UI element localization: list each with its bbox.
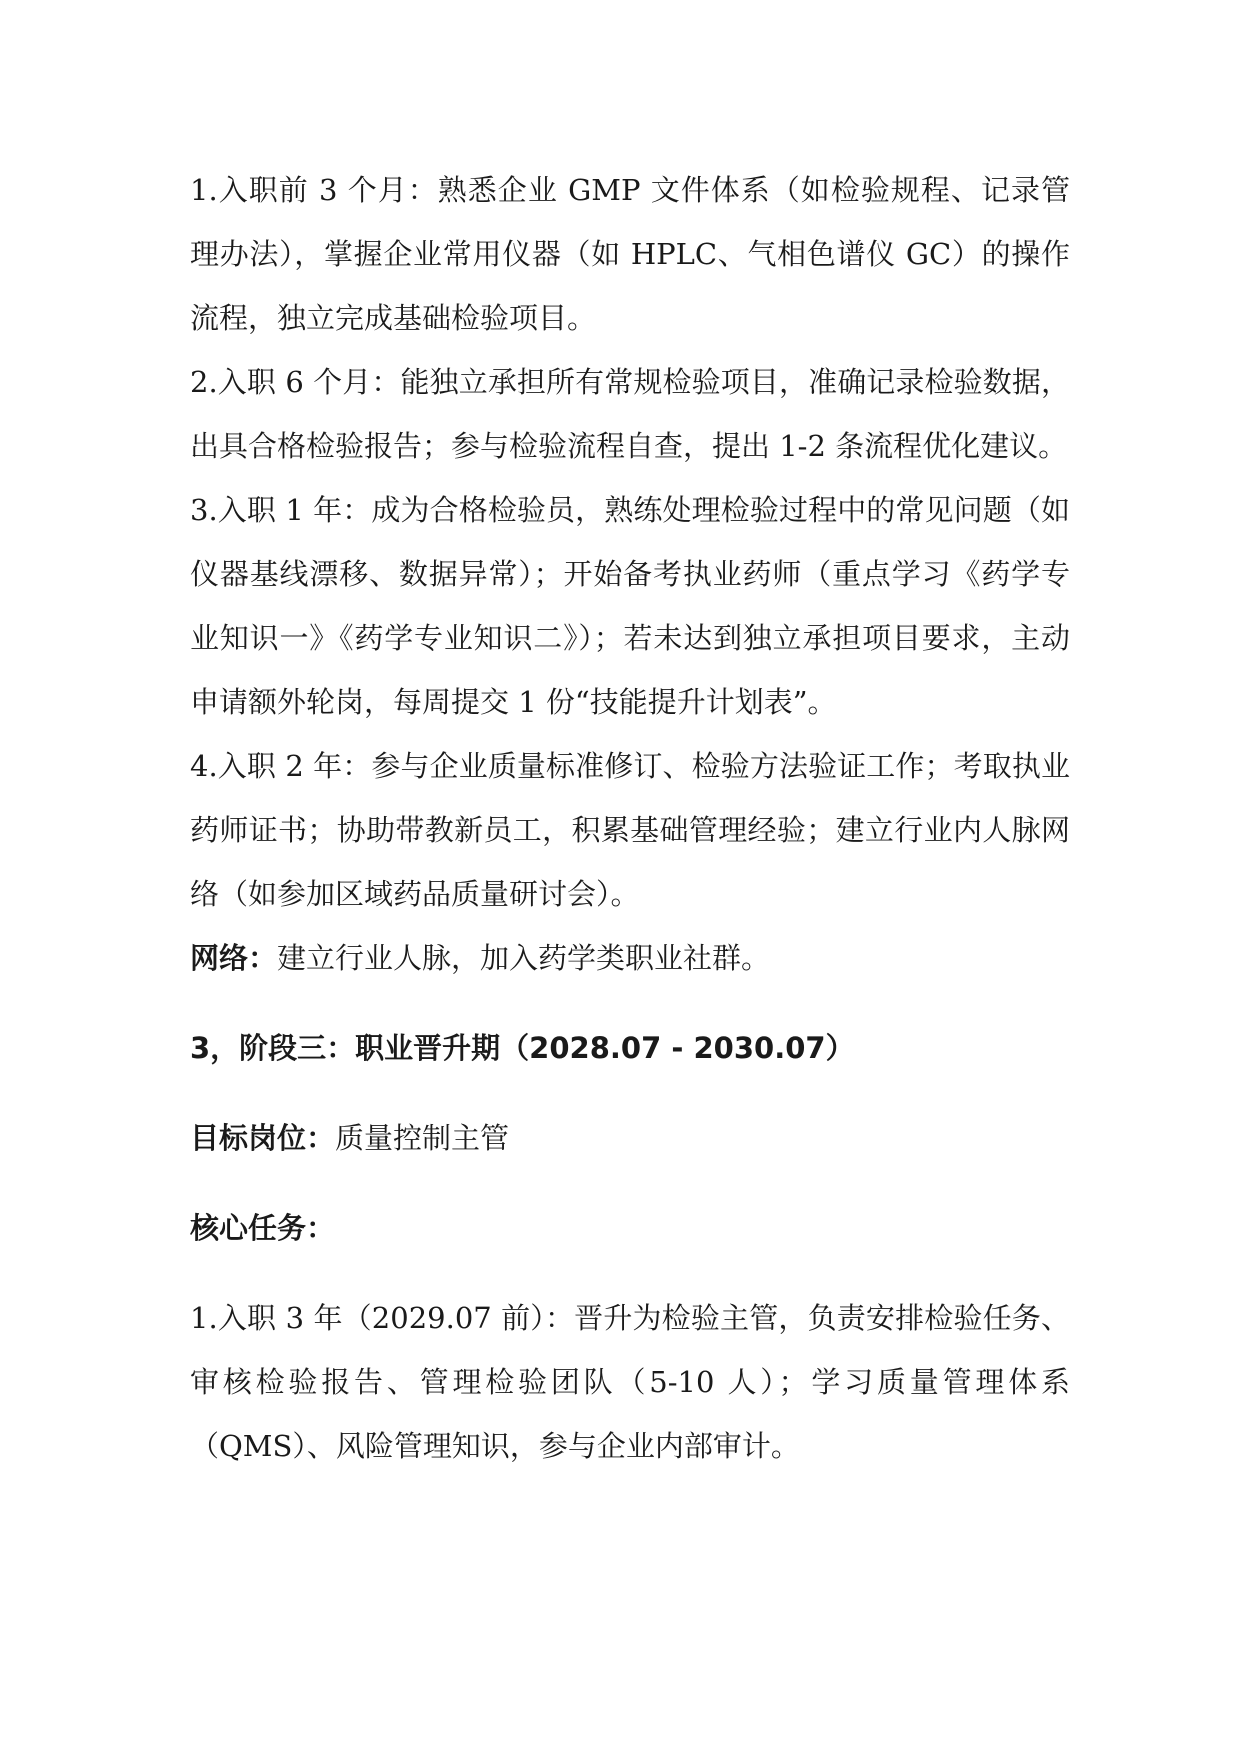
spacer — [190, 990, 1070, 1016]
paragraph-1-year: 3.入职 1 年：成为合格检验员，熟练处理检验过程中的常见问题（如仪器基线漂移、数据异常）；开始备考执业药师（重点学习《药学专业知识一》《药学专业知识二》）；若未达到独立承担项目要求，主动申请额外轮岗，每周提交 1 份“技能提升计划表”。 — [190, 493, 1070, 719]
target-position-paragraph — [190, 1106, 1070, 1170]
paragraph-6-months: 2.入职 6 个月：能独立承担所有常规检验项目，准确记录检验数据，出具合格检验报告；参与检验流程自查，提出 1-2 条流程优化建议。 — [190, 365, 1070, 463]
network-text: 建立行业人脉，加入药学类职业社群。 — [277, 941, 771, 975]
target-position-label: 目标岗位： — [190, 1121, 336, 1155]
spacer — [190, 1170, 1070, 1196]
paragraph-3-years: 1.入职 3 年（2029.07 前）：晋升为检验主管，负责安排检验任务、审核检验报告、管理检验团队（5-10 人）；学习质量管理体系（QMS）、风险管理知识，参与企业内部审计。 — [190, 1301, 1070, 1463]
spacer — [190, 1260, 1070, 1286]
network-label: 网络： — [190, 941, 278, 975]
stage-three-heading: 3，阶段三：职业晋升期（2028.07 - 2030.07） — [190, 1031, 855, 1065]
network-paragraph — [190, 926, 1070, 990]
target-position-text: 质量控制主管 — [335, 1121, 510, 1155]
paragraph-2-years: 4.入职 2 年：参与企业质量标准修订、检验方法验证工作；考取执业药师证书；协助带教新员工，积累基础管理经验；建立行业内人脉网络（如参加区域药品质量研讨会）。 — [190, 749, 1070, 911]
spacer — [190, 1080, 1070, 1106]
paragraph-first-3-months: 1.入职前 3 个月：熟悉企业 GMP 文件体系（如检验规程、记录管理办法），掌握企业常用仪器（如 HPLC、气相色谱仪 GC）的操作流程，独立完成基础检验项目。 — [190, 173, 1070, 335]
core-tasks-label: 核心任务： — [190, 1211, 336, 1245]
document-body — [190, 158, 1070, 1478]
